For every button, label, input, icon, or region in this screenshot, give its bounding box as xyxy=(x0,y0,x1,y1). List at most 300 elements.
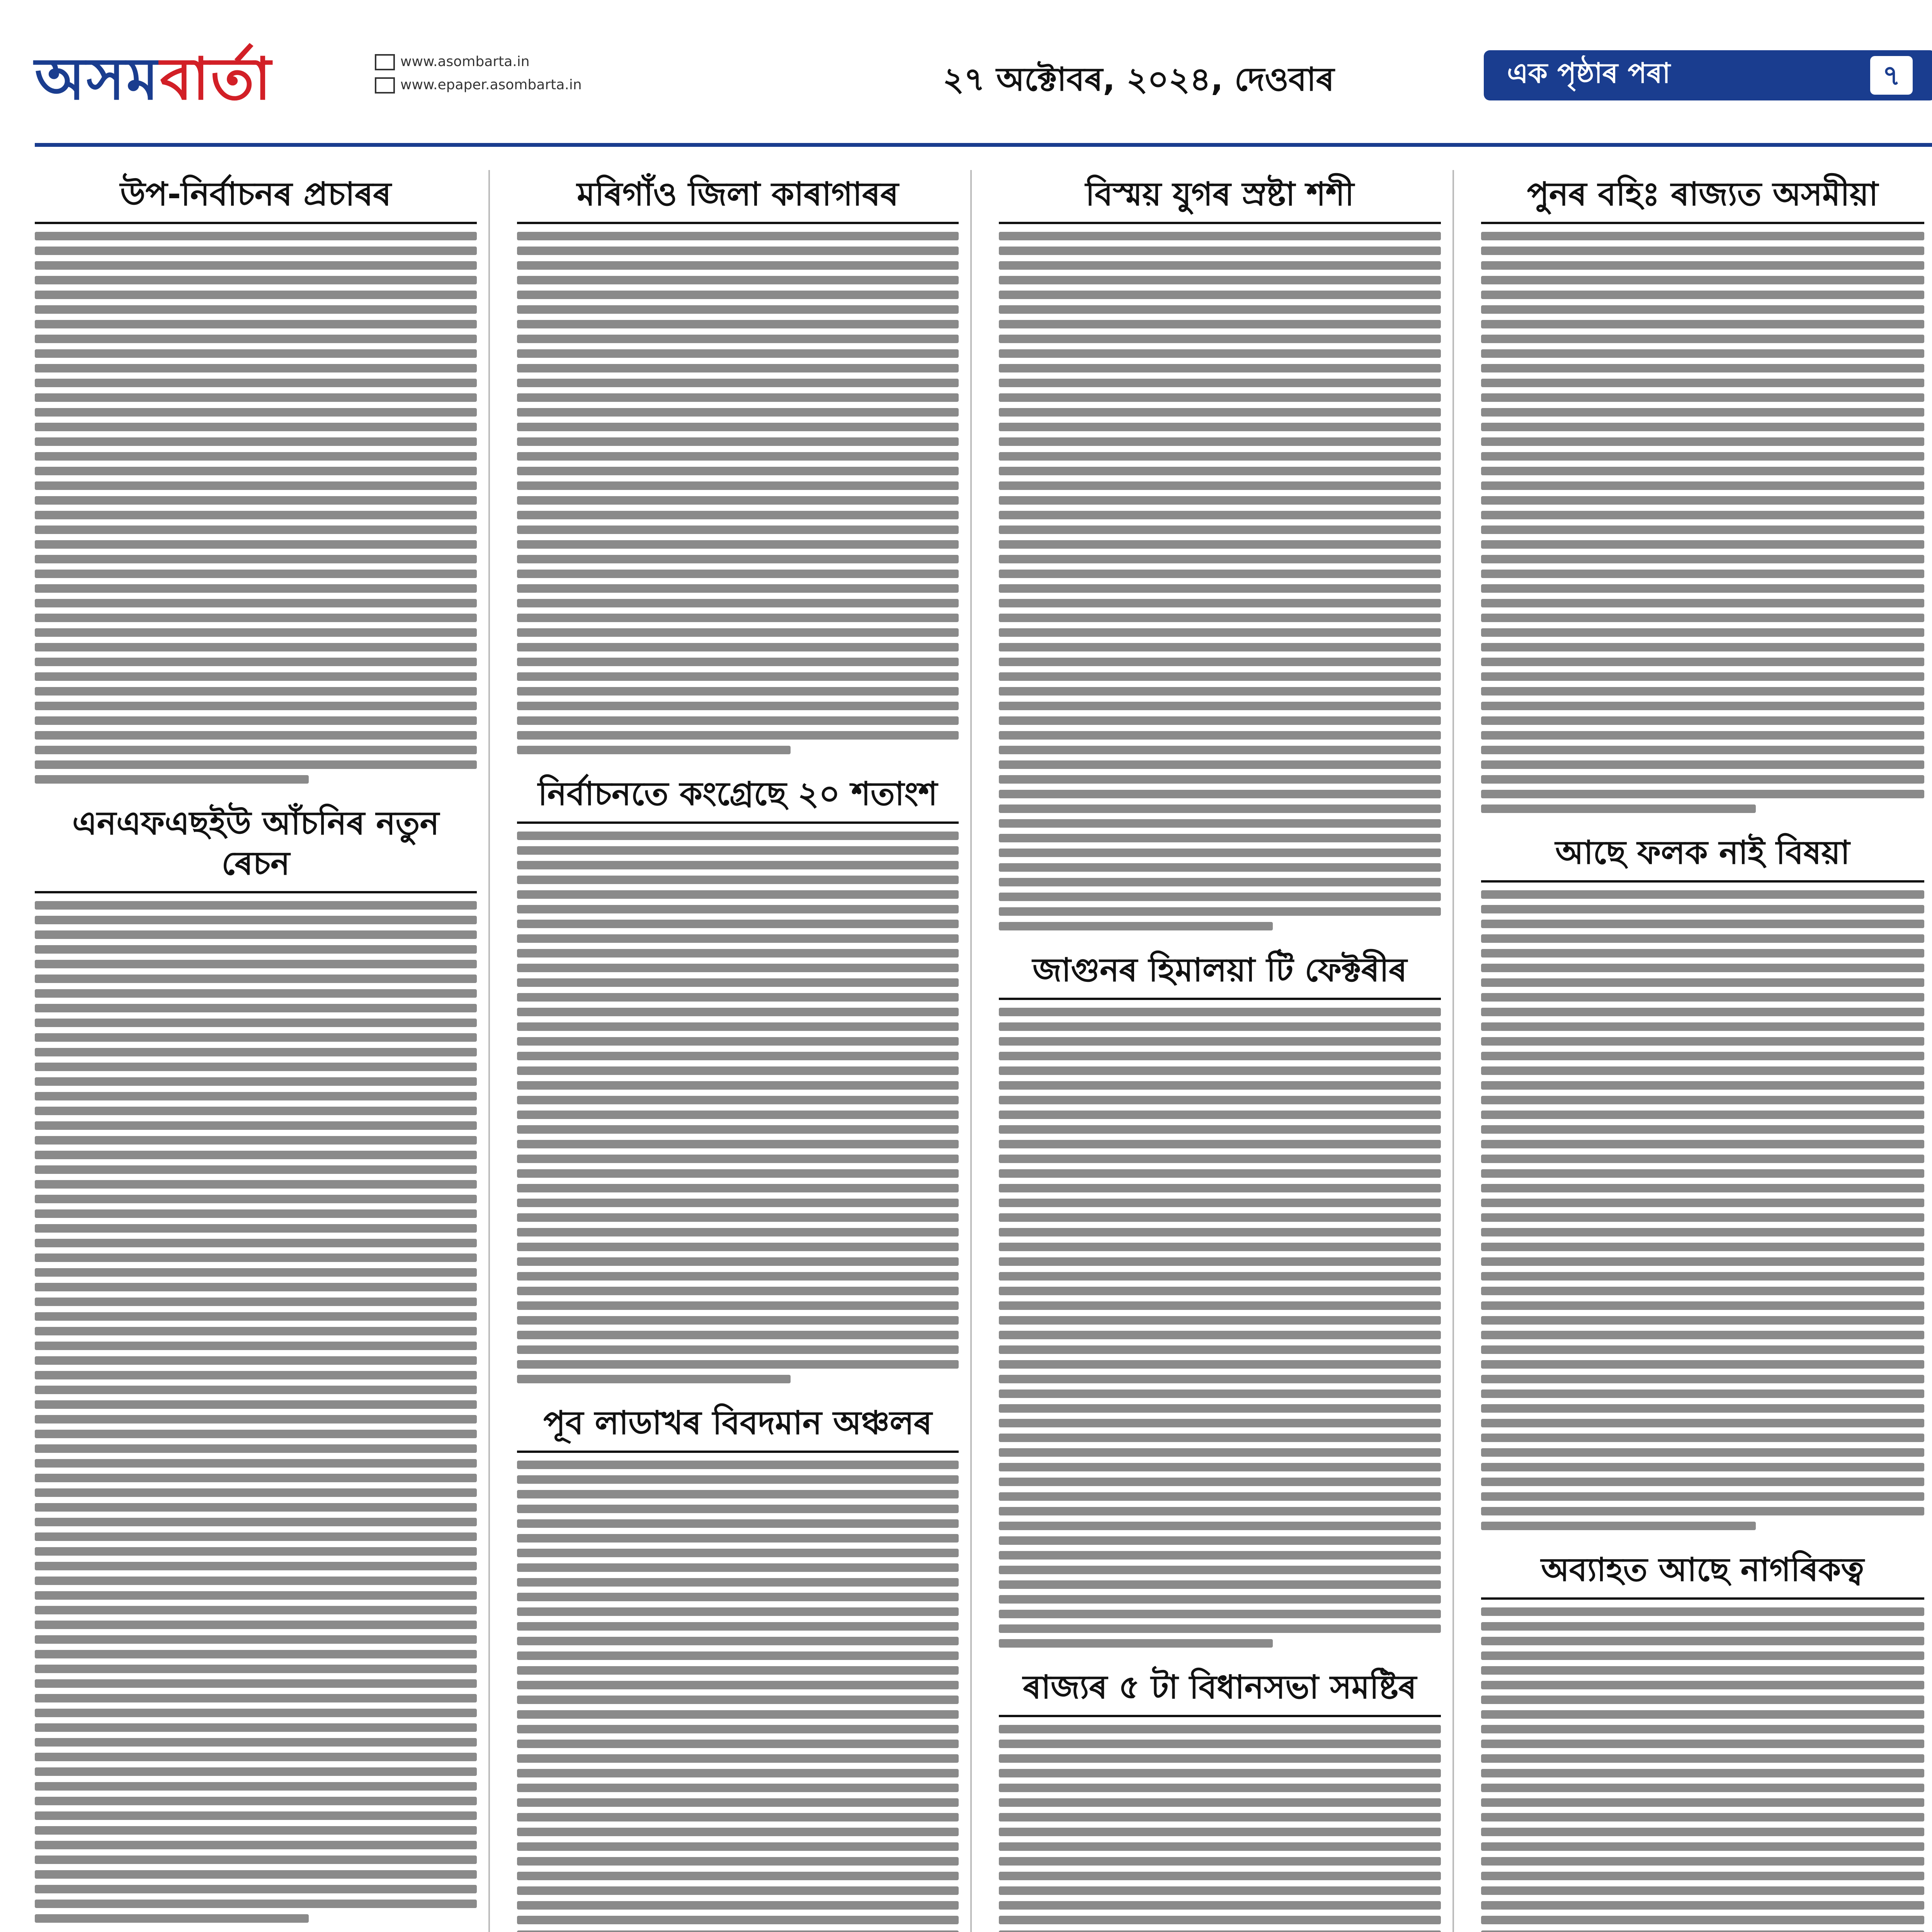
article xyxy=(35,799,477,1923)
text-line xyxy=(1481,1389,1925,1398)
text-line xyxy=(999,1434,1441,1442)
text-line xyxy=(35,1092,477,1100)
text-line xyxy=(35,989,477,998)
text-line xyxy=(999,819,1441,828)
text-line xyxy=(1481,672,1925,681)
text-line xyxy=(1481,731,1925,740)
text-line xyxy=(517,1257,959,1266)
text-line xyxy=(517,1651,959,1660)
text-line xyxy=(1481,1828,1925,1836)
text-line xyxy=(35,1415,477,1423)
text-line xyxy=(1481,540,1925,549)
text-line xyxy=(1481,1316,1925,1325)
text-line xyxy=(517,978,959,987)
text-line xyxy=(35,1679,477,1688)
text-line xyxy=(999,1828,1441,1836)
text-line xyxy=(1481,496,1925,505)
text-line xyxy=(1481,1272,1925,1281)
text-line xyxy=(1481,1257,1925,1266)
text-line xyxy=(999,467,1441,475)
text-line xyxy=(517,1798,959,1807)
text-line xyxy=(517,1096,959,1104)
text-line xyxy=(517,1490,959,1498)
text-line xyxy=(35,1400,477,1409)
text-line xyxy=(517,1375,791,1383)
text-line xyxy=(35,1151,477,1159)
text-line xyxy=(35,1253,477,1262)
text-line xyxy=(35,1621,477,1629)
text-line xyxy=(1481,804,1756,813)
text-line xyxy=(999,1331,1441,1339)
text-line xyxy=(999,702,1441,710)
text-line xyxy=(517,247,959,255)
news-column xyxy=(999,170,1454,1932)
text-line xyxy=(999,1551,1441,1560)
text-line xyxy=(35,1723,477,1732)
text-line xyxy=(999,555,1441,563)
text-line xyxy=(517,276,959,284)
text-line xyxy=(1481,1622,1925,1631)
text-line xyxy=(517,1066,959,1075)
text-line xyxy=(999,731,1441,740)
text-line xyxy=(517,1184,959,1192)
text-line xyxy=(1481,775,1925,784)
text-line xyxy=(35,1488,477,1497)
text-line xyxy=(1481,1140,1925,1148)
text-line xyxy=(35,276,477,284)
text-line xyxy=(517,861,959,869)
text-line xyxy=(517,1081,959,1090)
text-line xyxy=(35,901,477,910)
text-line xyxy=(999,672,1441,681)
text-line xyxy=(1481,905,1925,913)
text-line xyxy=(517,1301,959,1310)
text-line xyxy=(517,1475,959,1484)
logo-accent: বাৰ্তা xyxy=(160,46,273,113)
text-line xyxy=(999,349,1441,358)
text-line xyxy=(999,775,1441,784)
text-line xyxy=(517,452,959,461)
text-line xyxy=(999,893,1441,901)
text-line xyxy=(35,1283,477,1291)
text-line xyxy=(1481,1842,1925,1851)
text-line xyxy=(1481,1125,1925,1134)
text-line xyxy=(517,658,959,666)
text-line xyxy=(35,496,477,505)
text-line xyxy=(517,993,959,1002)
computer-icon xyxy=(375,54,395,70)
article-headline[interactable]: বিস্ময় যুগৰ স্ৰষ্টা শশী xyxy=(999,170,1441,224)
text-line xyxy=(35,1342,477,1350)
text-line xyxy=(517,846,959,855)
text-line xyxy=(1481,1096,1925,1104)
text-line xyxy=(517,1316,959,1325)
text-line xyxy=(1481,1008,1925,1016)
text-line xyxy=(1481,276,1925,284)
text-line xyxy=(35,1577,477,1585)
text-line xyxy=(1481,1052,1925,1060)
article xyxy=(999,1663,1441,1932)
text-line xyxy=(999,1228,1441,1236)
text-line xyxy=(1481,1419,1925,1427)
article xyxy=(517,1399,959,1932)
text-line xyxy=(1481,1798,1925,1807)
text-line xyxy=(517,1696,959,1704)
text-line xyxy=(517,1578,959,1587)
text-line xyxy=(35,1165,477,1174)
text-line xyxy=(999,584,1441,593)
text-line xyxy=(35,1855,477,1864)
text-line xyxy=(1481,1199,1925,1207)
text-line xyxy=(35,379,477,387)
text-line xyxy=(999,1243,1441,1251)
text-line xyxy=(999,1111,1441,1119)
text-line xyxy=(1481,570,1925,578)
text-line xyxy=(1481,1022,1925,1031)
text-line xyxy=(35,364,477,372)
epaper-icon xyxy=(375,77,395,94)
text-line xyxy=(1481,408,1925,417)
text-line xyxy=(1481,291,1925,299)
text-line xyxy=(1481,437,1925,446)
text-line xyxy=(35,526,477,534)
text-line xyxy=(999,1213,1441,1222)
text-line xyxy=(517,1725,959,1733)
text-line xyxy=(1481,643,1925,651)
text-line xyxy=(517,905,959,913)
epaper-link[interactable]: www.epaper.asombarta.in xyxy=(400,77,582,93)
issue-date: ২৭ অক্টোবৰ, ২০২৪, দেওবাৰ xyxy=(943,60,1335,98)
text-line xyxy=(35,760,477,769)
text-line xyxy=(517,1842,959,1851)
text-line xyxy=(35,975,477,983)
text-line xyxy=(999,379,1441,387)
article-headline[interactable]: উপ-নিৰ্বাচনৰ প্ৰচাৰৰ xyxy=(35,170,477,224)
text-line xyxy=(999,570,1441,578)
text-line xyxy=(1481,1637,1925,1645)
text-line xyxy=(35,423,477,431)
text-line xyxy=(35,1547,477,1556)
text-line xyxy=(35,467,477,475)
text-line xyxy=(517,672,959,681)
article xyxy=(35,170,477,784)
text-line xyxy=(517,1022,959,1031)
text-line xyxy=(517,1360,959,1369)
text-line xyxy=(35,1797,477,1805)
text-line xyxy=(999,907,1441,916)
text-line xyxy=(35,437,477,446)
text-line xyxy=(1481,964,1925,972)
text-line xyxy=(35,599,477,607)
logo-main: অসম xyxy=(35,46,160,113)
text-line xyxy=(35,1356,477,1365)
text-line xyxy=(517,1886,959,1895)
text-line xyxy=(35,1635,477,1644)
article-body-text xyxy=(35,232,477,784)
text-line xyxy=(1481,890,1925,899)
text-line xyxy=(1481,584,1925,593)
text-line xyxy=(1481,1213,1925,1222)
text-line xyxy=(1481,1111,1925,1119)
text-line xyxy=(999,1360,1441,1369)
article-headline[interactable]: আছে ফলক নাই বিষয়া xyxy=(1481,828,1925,883)
text-line xyxy=(517,1534,959,1543)
article-body-text xyxy=(1481,1607,1925,1932)
text-line xyxy=(1481,1081,1925,1090)
text-line xyxy=(517,1754,959,1763)
text-line xyxy=(1481,526,1925,534)
text-line xyxy=(999,1419,1441,1427)
text-line xyxy=(517,291,959,299)
text-line xyxy=(1481,949,1925,957)
text-line xyxy=(999,511,1441,519)
text-line xyxy=(35,1914,309,1923)
text-line xyxy=(1481,1375,1925,1383)
text-line xyxy=(1481,1434,1925,1442)
text-line xyxy=(35,1077,477,1086)
text-line xyxy=(999,804,1441,813)
text-line xyxy=(1481,481,1925,490)
text-line xyxy=(35,731,477,740)
article xyxy=(1481,828,1925,1530)
text-line xyxy=(999,614,1441,622)
article xyxy=(999,170,1441,930)
newspaper-logo xyxy=(35,35,272,131)
text-line xyxy=(1481,628,1925,637)
text-line xyxy=(999,1639,1273,1648)
text-line xyxy=(1481,920,1925,928)
text-line xyxy=(517,599,959,607)
text-line xyxy=(35,1209,477,1218)
text-line xyxy=(999,1566,1441,1574)
text-line xyxy=(999,1886,1441,1895)
article-headline[interactable]: নিৰ্বাচনতে কংগ্ৰেছে ২০ শতাংশ xyxy=(517,770,959,824)
text-line xyxy=(1481,1184,1925,1192)
text-line xyxy=(35,1518,477,1526)
article-body-text xyxy=(999,1725,1441,1932)
article xyxy=(999,946,1441,1648)
text-line xyxy=(999,261,1441,270)
text-line xyxy=(517,1052,959,1060)
text-line xyxy=(1481,1169,1925,1178)
text-line xyxy=(999,276,1441,284)
text-line xyxy=(1481,790,1925,798)
text-line xyxy=(999,335,1441,343)
text-line xyxy=(517,876,959,884)
text-line xyxy=(1481,687,1925,696)
text-line xyxy=(517,1916,959,1924)
text-line xyxy=(1481,1448,1925,1457)
text-line xyxy=(35,628,477,637)
text-line xyxy=(35,1033,477,1042)
text-line xyxy=(999,687,1441,696)
text-line xyxy=(999,834,1441,842)
article-body-text xyxy=(1481,232,1925,813)
text-line xyxy=(999,1375,1441,1383)
text-line xyxy=(999,393,1441,402)
text-line xyxy=(35,1738,477,1747)
text-line xyxy=(35,1019,477,1027)
text-line xyxy=(999,1022,1441,1031)
text-line xyxy=(999,922,1273,930)
text-line xyxy=(999,1842,1441,1851)
text-line xyxy=(999,1345,1441,1354)
text-line xyxy=(999,1066,1441,1075)
text-line xyxy=(999,291,1441,299)
text-line xyxy=(1481,1901,1925,1910)
text-line xyxy=(35,1606,477,1614)
article-headline[interactable]: এনএফএছইউ আঁচনিৰ নতুন ৰেচন xyxy=(35,799,477,893)
text-line xyxy=(999,1872,1441,1880)
text-line xyxy=(517,1901,959,1910)
text-line xyxy=(35,960,477,968)
text-line xyxy=(999,1740,1441,1748)
text-line xyxy=(35,775,309,784)
news-column xyxy=(35,170,490,1932)
text-line xyxy=(517,964,959,972)
section-tab xyxy=(1484,50,1932,100)
text-line xyxy=(999,364,1441,372)
text-line xyxy=(517,232,959,240)
news-column xyxy=(1481,170,1932,1932)
text-line xyxy=(35,1665,477,1673)
text-line xyxy=(517,1563,959,1572)
text-line xyxy=(517,1769,959,1777)
text-line xyxy=(1481,305,1925,314)
text-line xyxy=(35,232,477,240)
text-line xyxy=(517,890,959,899)
text-line xyxy=(1481,320,1925,328)
text-line xyxy=(999,1769,1441,1777)
text-line xyxy=(1481,1784,1925,1792)
text-line xyxy=(517,1857,959,1866)
text-line xyxy=(517,716,959,725)
text-line xyxy=(999,1272,1441,1281)
text-line xyxy=(35,1121,477,1130)
text-line xyxy=(1481,1872,1925,1880)
text-line xyxy=(35,1239,477,1247)
text-line xyxy=(999,1008,1441,1016)
text-line xyxy=(517,1740,959,1748)
text-line xyxy=(999,878,1441,886)
text-line xyxy=(517,1008,959,1016)
text-line xyxy=(35,1180,477,1189)
text-line xyxy=(999,1784,1441,1792)
text-line xyxy=(1481,1522,1756,1530)
text-line xyxy=(999,540,1441,549)
text-line xyxy=(517,393,959,402)
text-line xyxy=(1481,1331,1925,1339)
text-line xyxy=(999,437,1441,446)
text-line xyxy=(517,481,959,490)
text-line xyxy=(1481,364,1925,372)
text-line xyxy=(999,1169,1441,1178)
text-line xyxy=(999,628,1441,637)
text-line xyxy=(517,305,959,314)
text-line xyxy=(35,555,477,563)
text-line xyxy=(517,1345,959,1354)
text-line xyxy=(35,1048,477,1056)
article xyxy=(517,170,959,754)
text-line xyxy=(999,1155,1441,1163)
text-line xyxy=(35,1709,477,1717)
text-line xyxy=(35,291,477,299)
text-line xyxy=(35,408,477,417)
article-body-text xyxy=(517,832,959,1383)
article-headline[interactable]: পুনৰ বহিঃ ৰাজ্যত অসমীয়া xyxy=(1481,170,1925,224)
text-line xyxy=(35,1694,477,1702)
text-line xyxy=(35,614,477,622)
text-line xyxy=(999,1595,1441,1604)
text-line xyxy=(999,1199,1441,1207)
text-line xyxy=(1481,1066,1925,1075)
text-line xyxy=(1481,978,1925,987)
text-line xyxy=(1481,379,1925,387)
text-line xyxy=(999,496,1441,505)
text-line xyxy=(517,614,959,622)
text-line xyxy=(517,511,959,519)
text-line xyxy=(35,1753,477,1761)
article-headline[interactable]: ৰাজ্যৰ ৫ টা বিধানসভা সমষ্টিৰ xyxy=(999,1663,1441,1717)
text-line xyxy=(517,261,959,270)
text-line xyxy=(35,261,477,270)
text-line xyxy=(1481,1492,1925,1501)
text-line xyxy=(35,1195,477,1203)
article-headline[interactable]: মৰিগাঁও জিলা কাৰাগাৰৰ xyxy=(517,170,959,224)
text-line xyxy=(517,526,959,534)
text-line xyxy=(1481,1740,1925,1748)
text-line xyxy=(1481,1666,1925,1675)
text-line xyxy=(999,1610,1441,1618)
article-headline[interactable]: পূব লাডাখৰ বিবদমান অঞ্চলৰ xyxy=(517,1399,959,1453)
text-line xyxy=(35,1430,477,1438)
text-line xyxy=(1481,1710,1925,1719)
text-line xyxy=(999,1052,1441,1060)
text-line xyxy=(35,1459,477,1468)
text-line xyxy=(35,1870,477,1879)
masthead xyxy=(35,27,1932,147)
text-line xyxy=(999,1507,1441,1515)
text-line xyxy=(517,687,959,696)
text-line xyxy=(1481,1725,1925,1733)
text-line xyxy=(1481,1243,1925,1251)
text-line xyxy=(1481,452,1925,461)
text-line xyxy=(517,540,959,549)
text-line xyxy=(999,643,1441,651)
text-line xyxy=(517,1637,959,1645)
text-line xyxy=(517,1607,959,1616)
article-headline[interactable]: অব্যাহত আছে নাগৰিকত্ব xyxy=(1481,1546,1925,1600)
text-line xyxy=(35,658,477,666)
text-line xyxy=(1481,702,1925,710)
text-line xyxy=(999,1624,1441,1633)
text-line xyxy=(999,1478,1441,1486)
text-line xyxy=(35,1386,477,1394)
text-line xyxy=(999,1522,1441,1530)
text-line xyxy=(1481,393,1925,402)
text-line xyxy=(999,1492,1441,1501)
text-line xyxy=(517,349,959,358)
website-link[interactable]: www.asombarta.in xyxy=(400,54,530,70)
text-line xyxy=(1481,599,1925,607)
text-line xyxy=(999,232,1441,240)
text-line xyxy=(999,658,1441,666)
text-line xyxy=(999,1404,1441,1413)
text-line xyxy=(999,849,1441,857)
text-line xyxy=(517,1549,959,1557)
article-headline[interactable]: জাগুনৰ হিমালয়া টি ফেক্টৰীৰ xyxy=(999,946,1441,1000)
text-line xyxy=(35,1107,477,1115)
